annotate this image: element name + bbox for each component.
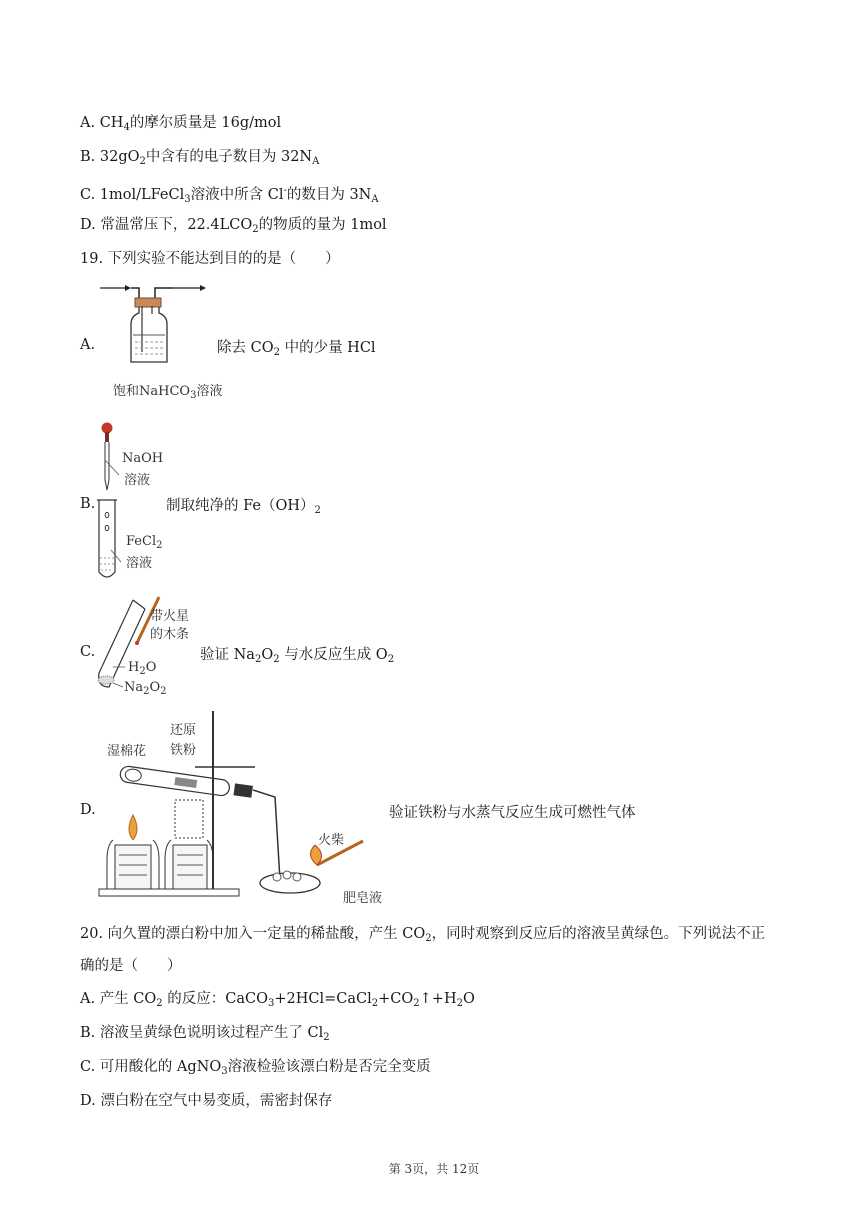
q19-c-label-h2o: $H_2O$ [128,660,157,677]
q19-d-letter: D. [80,802,96,818]
q19-d-label-soap-solution: 肥皂液 [343,891,383,906]
q20-stem-line2: 确的是（ ） [80,958,182,974]
q19-d-label-reduced: 还原 [170,723,197,738]
q19-a-letter: A. [80,337,96,353]
q19-d-label-match: 火柴 [318,833,345,848]
q19-d-label-iron-powder: 铁粉 [170,743,197,758]
q19-stem: 19. 下列实验不能达到目的的是（ ） [80,251,340,267]
q19-b-description: 制取纯净的 $Fe(OH)_2$ [166,498,321,516]
q19-c-label-splint1: 带火星 [150,609,190,624]
page-footer: 第 3页，共 12页 [388,1162,480,1176]
q20-option-a: A. 产生 $CO_2$ 的反应：$CaCO_3+2HCl=CaCl_2+CO_2↑+H_2O$ [80,991,475,1009]
q20-stem-line1: 20. 向久置的漂白粉中加入一定量的稀盐酸，产生 $CO_2$，同时观察到反应后的溶液呈黄绿色。下列说法不正 [80,926,766,944]
q19-b-label-solution2: 溶液 [126,556,153,571]
q19-b-label-fecl2: FeCl$_2$ [126,534,163,551]
q18-option-d: D. 常温常压下，$22.4LCO_2$的物质的量为 1mol [80,217,387,235]
q19-b-letter: B. [80,496,96,512]
q18-option-b: B. $32gO_2$中含有的电子数目为 $32N_A$ [80,149,320,167]
q19-d-label-wet-cotton: 湿棉花 [107,744,147,759]
q19-a-label: 饱和NaHCO$_3$溶液 [113,384,223,401]
q18-option-c: C. 1mol/LFeCl$_3$溶液中所含 Cl-的数目为 $3N_A$ [80,185,379,205]
q19-c-letter: C. [80,644,96,660]
q20-option-c: C. 可用酸化的 AgNO$_3$溶液检验该漂白粉是否完全变质 [80,1059,431,1077]
q19-b-label-solution1: 溶液 [124,473,151,488]
q19-d-description: 验证铁粉与水蒸气反应生成可燃性气体 [389,805,636,821]
q19-c-description: 验证 $Na_2O_2$ 与水反应生成 $O_2$ [200,647,395,665]
q19-a-description: 除去 $CO_2$ 中的少量 HCl [217,340,376,358]
gas-washing-bottle-figure [95,280,215,380]
q18-option-a: A. $CH_4$的摩尔质量是 16g/mol [80,115,282,133]
q19-c-label-splint2: 的木条 [150,627,190,642]
q19-c-label-na2o2: $Na_2O_2$ [124,680,167,697]
q20-option-d: D. 漂白粉在空气中易变质，需密封保存 [80,1093,333,1109]
iron-steam-apparatus-figure [95,705,375,905]
q20-option-b: B. 溶液呈黄绿色说明该过程产生了 $Cl_2$ [80,1025,330,1043]
q19-b-label-naoh: NaOH [122,451,164,466]
